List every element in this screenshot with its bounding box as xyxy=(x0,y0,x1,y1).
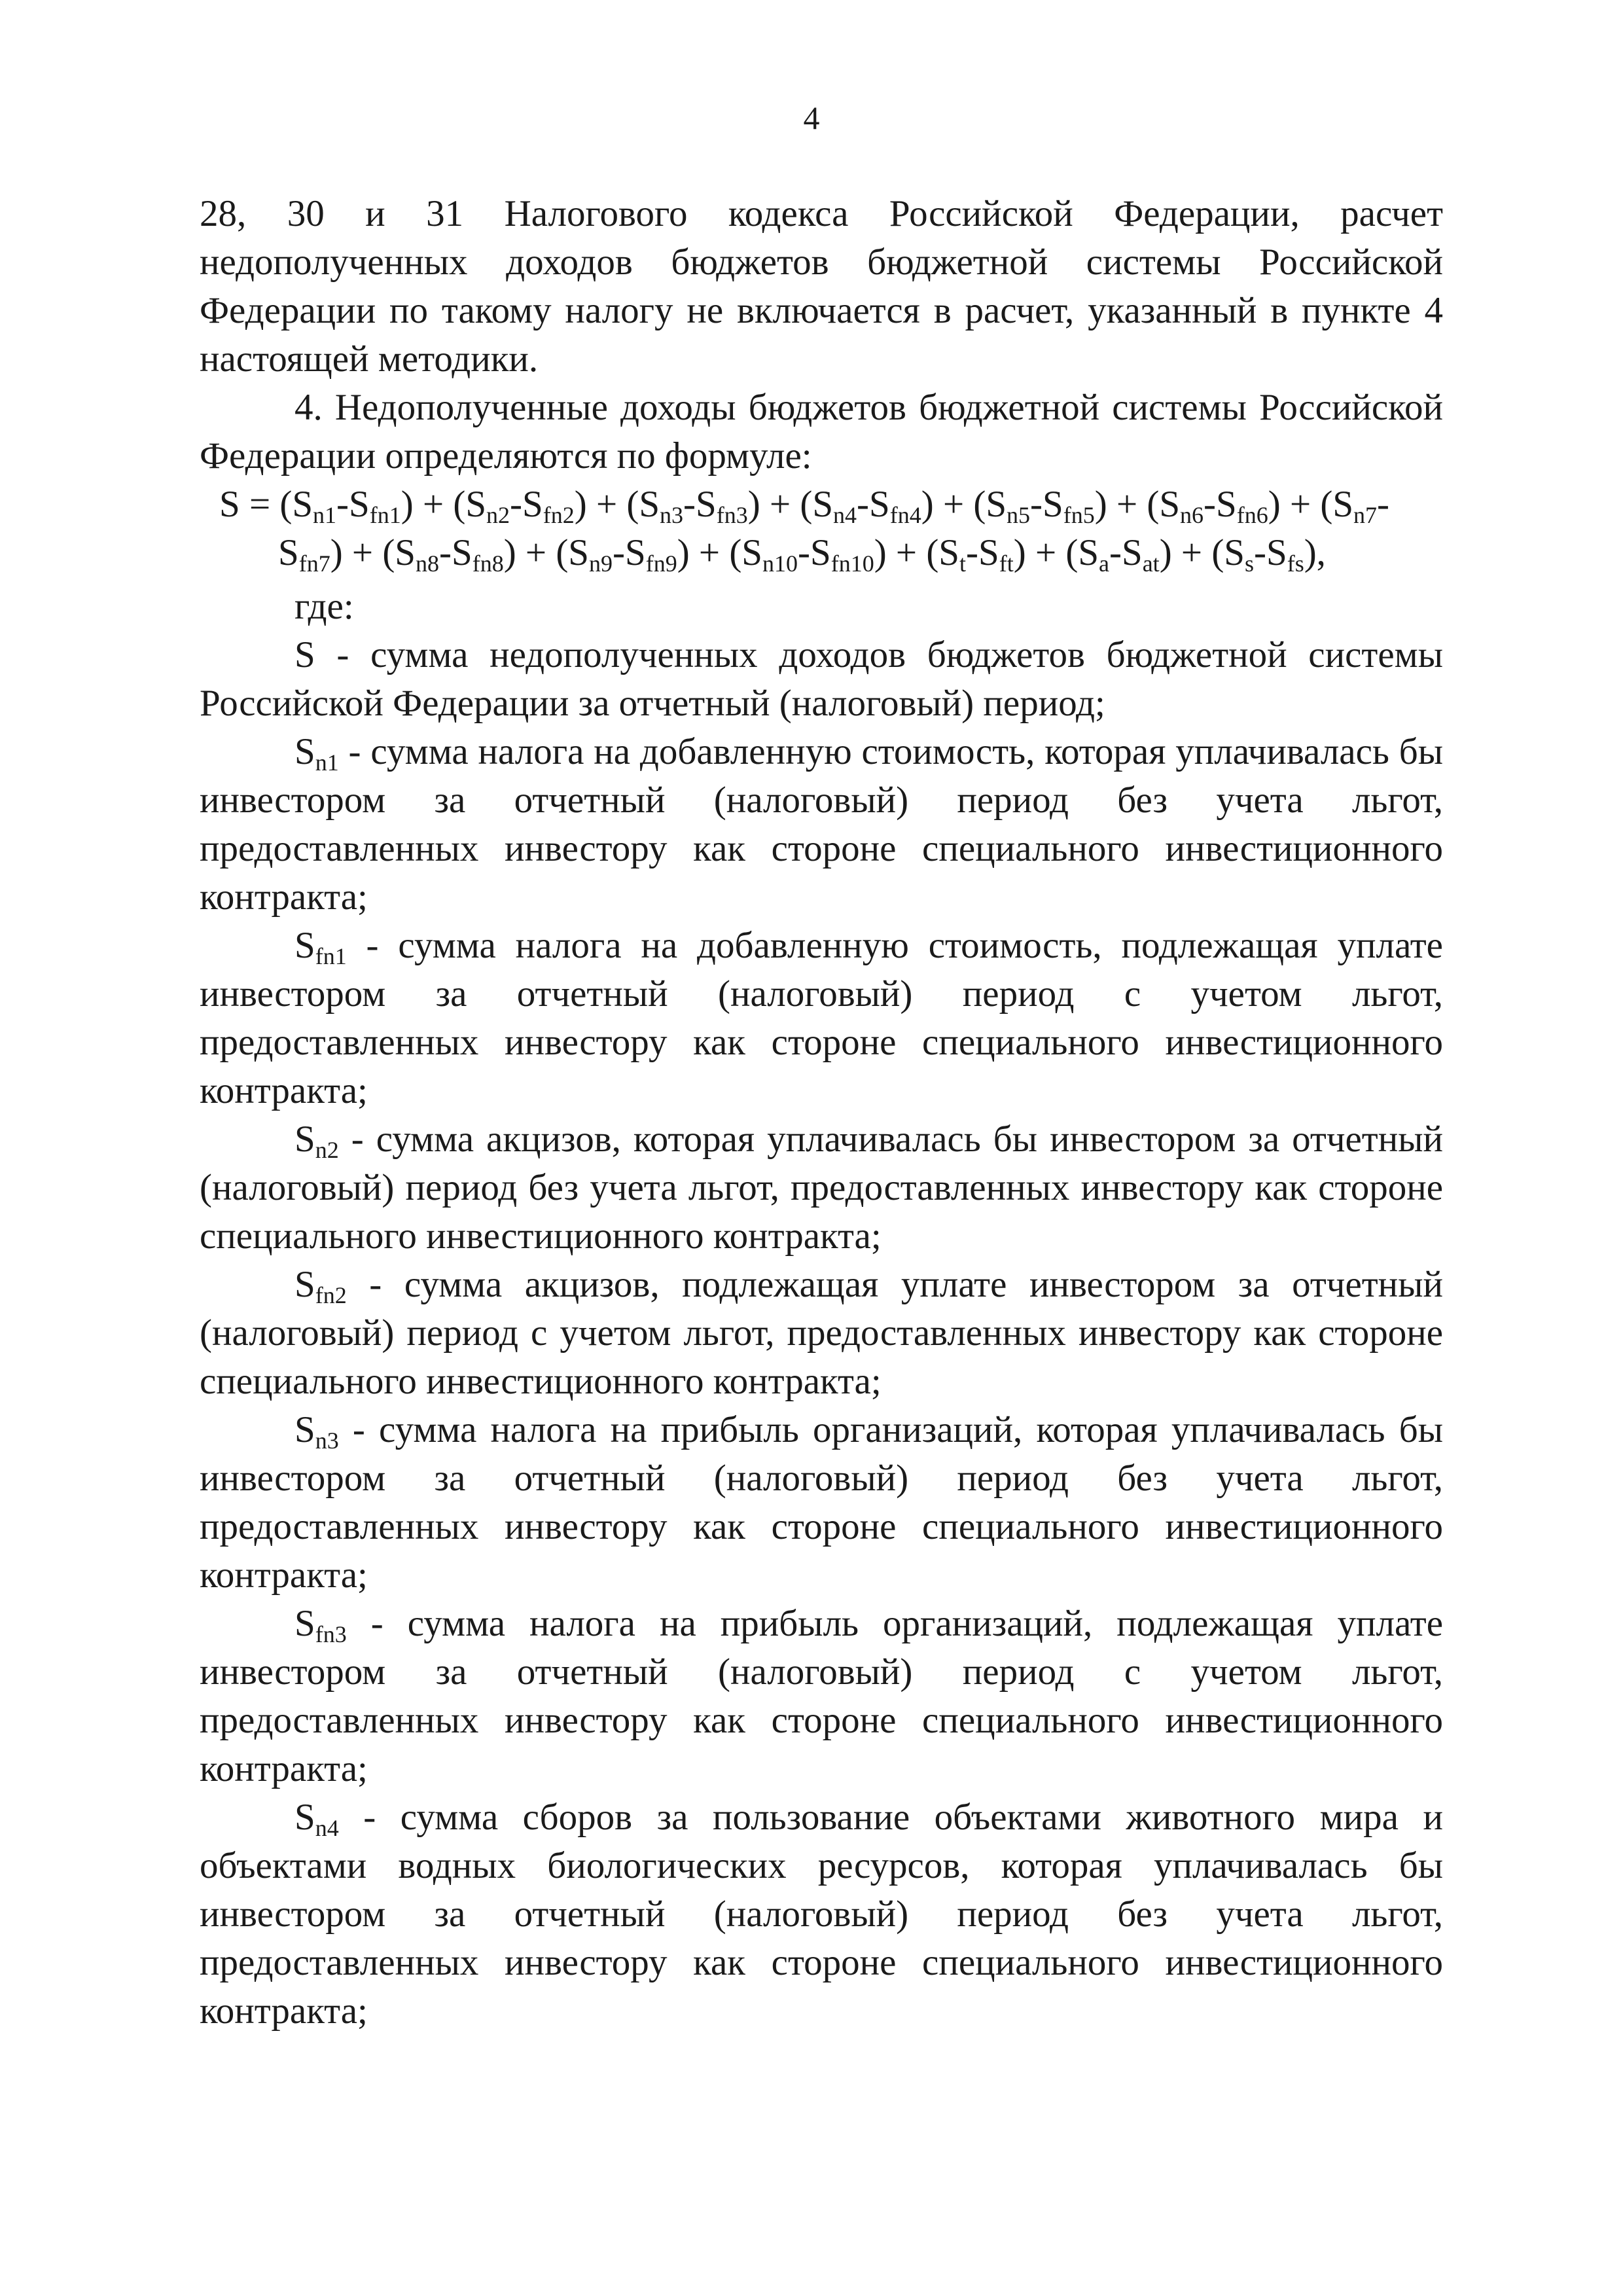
definition-subscript: n3 xyxy=(315,1427,339,1454)
definition-symbol: S xyxy=(294,1264,315,1305)
definition-item xyxy=(200,728,1443,922)
definition-item xyxy=(200,1600,1443,1793)
paragraph-continuation: 28, 30 и 31 Налогового кодекса Российской Федерации, расчет недополученных доходов бюджетов бюджетной системы Российской Федерации по такому налогу не включается в расчет, указанный в пункте 4 настоящей методики. xyxy=(200,193,1443,380)
definition-subscript: n2 xyxy=(315,1137,339,1163)
definition-subscript: fn3 xyxy=(315,1621,347,1647)
formula-line-1: $S = (S_{n1}-S_{fn1}) + (S_{n2}-S_{fn2}) + (S_{n3}-S_{fn3}) + (S_{n4}-S_{fn4}) + (S_{n5}-S_{fn5}) + (S_{n6}-S_{fn6}) + (S_{n7}-$ xyxy=(219,484,1390,528)
formula-line-2: $S_{fn7}) + (S_{n8}-S_{fn8}) + (S_{n9}-S_{fn9}) + (S_{n10}-S_{fn10}) + (S_t-S_{ft}) + (S_a-S_{at}) + (S_s-S_{fs})$, xyxy=(278,532,1326,577)
definition-subscript: n1 xyxy=(315,749,339,776)
where-label: где: xyxy=(294,586,354,627)
definition-text: - сумма акцизов, подлежащая уплате инвестором за отчетный (налоговый) период с учетом льгот, предоставленных инвестору как стороне специального инвестиционного контракта; xyxy=(200,1264,1443,1402)
definition-symbol: S xyxy=(294,731,315,772)
definition-text: - сумма сборов за пользование объектами животного мира и объектами водных биологических ресурсов, которая уплачивалась бы инвестором за отчетный (налоговый) период без учета льгот, предоставленных инвестору как стороне специального инвестиционного контракта; xyxy=(200,1797,1443,2032)
document-body xyxy=(200,190,1443,2036)
definition-subscript: n4 xyxy=(315,1815,339,1841)
definition-item xyxy=(200,1115,1443,1261)
definition-item xyxy=(200,1406,1443,1600)
definition-symbol: S xyxy=(294,1603,315,1644)
definition-text: - сумма налога на прибыль организаций, которая уплачивалась бы инвестором за отчетный (налоговый) период без учета льгот, предоставленных инвестору как стороне специального инвестиционного контракта; xyxy=(200,1409,1443,1596)
definition-text: - сумма налога на добавленную стоимость, подлежащая уплате инвестором за отчетный (налоговый) период с учетом льгот, предоставленных инвестору как стороне специального инвестиционного контракта; xyxy=(200,925,1443,1111)
paragraph-clause-4: 4. Недополученные доходы бюджетов бюджетной системы Российской Федерации определяются по формуле: xyxy=(200,387,1443,476)
definition-text: - сумма налога на прибыль организаций, подлежащая уплате инвестором за отчетный (налоговый) период с учетом льгот, предоставленных инвестору как стороне специального инвестиционного контракта; xyxy=(200,1603,1443,1789)
definition-subscript: fn1 xyxy=(315,943,347,969)
page-number: 4 xyxy=(803,99,820,136)
definitions-list xyxy=(200,728,1443,2036)
definition-symbol: S xyxy=(294,1797,315,1838)
definition-text: - сумма акцизов, которая уплачивалась бы инвестором за отчетный (налоговый) период без учета льгот, предоставленных инвестору как стороне специального инвестиционного контракта; xyxy=(200,1119,1443,1257)
definition-text: - сумма налога на добавленную стоимость, которая уплачивалась бы инвестором за отчетный (налоговый) период без учета льгот, предоставленных инвестору как стороне специального инвестиционного контракта; xyxy=(200,731,1443,918)
definition-item xyxy=(200,1261,1443,1406)
definition-symbol: S xyxy=(294,1119,315,1160)
definition-s: S - сумма недополученных доходов бюджетов бюджетной системы Российской Федерации за отчетный (налоговый) период; xyxy=(200,634,1443,724)
definition-item xyxy=(200,1793,1443,2036)
definition-subscript: fn2 xyxy=(315,1282,347,1308)
definition-symbol: S xyxy=(294,925,315,966)
definition-item xyxy=(200,922,1443,1115)
formula xyxy=(200,480,1443,577)
definition-symbol: S xyxy=(294,1409,315,1450)
